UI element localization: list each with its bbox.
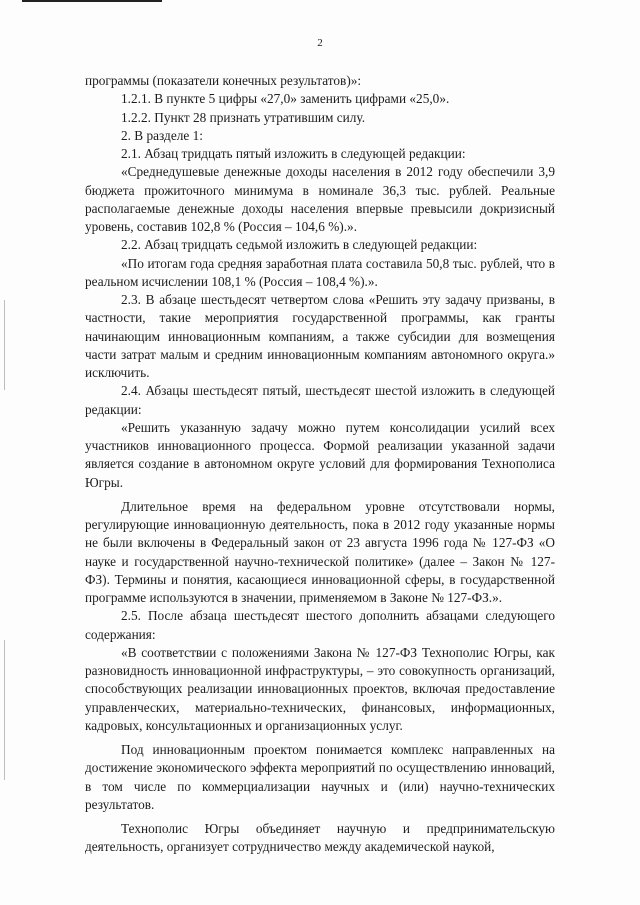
paragraph: «Решить указанную задачу можно путем консолидации усилий всех участников инновационного процесса. Формой реализации указанной задачи является создание в автономном округе условий для формирования Технополиса Югры. xyxy=(85,419,555,490)
paragraph: 2.5. После абзаца шестьдесят шестого дополнить абзацами следующего содержания: xyxy=(85,608,555,642)
paragraph: Технополис Югры объединяет научную и предпринимательскую деятельность, организует сотрудничество между академической наукой, xyxy=(85,821,555,855)
top-rule xyxy=(22,0,162,2)
paragraph: 1.2.2. Пункт 28 признать утратившим силу. xyxy=(121,109,366,125)
paragraph: 2.2. Абзац тридцать седьмой изложить в следующей редакции: xyxy=(121,237,478,253)
paragraph: 2. В разделе 1: xyxy=(121,127,203,143)
paragraph: 2.4. Абзацы шестьдесят пятый, шестьдесят шестой изложить в следующей редакции: xyxy=(85,383,555,417)
paragraph: программы (показатели конечных результатов)»: xyxy=(85,73,362,88)
page-number: 2 xyxy=(317,37,323,49)
paragraph: Длительное время на федеральном уровне отсутствовали нормы, регулирующие инновационную деятельность, пока в 2012 году указанные нормы не были включены в Федеральный закон от 23 августа 1996 года № 127-ФЗ «О науке и государственной научно-технической политике» (далее – Закон № 127-ФЗ). Термины и понятия, касающиеся инновационной сферы, в государственной программе используются в значении, применяемом в Законе № 127-ФЗ.». xyxy=(85,498,555,605)
paragraph: 2.1. Абзац тридцать пятый изложить в следующей редакции: xyxy=(121,146,466,161)
scan-edge-mark xyxy=(4,300,5,390)
paragraph: 1.2.1. В пункте 5 цифры «27,0» заменить цифрами «25,0». xyxy=(121,91,450,107)
paragraph: «Среднедушевые денежные доходы населения в 2012 году обеспечили 3,9 бюджета прожиточного минимума в номинале 36,3 тыс. рублей. Реальные располагаемые денежные доходы населения впервые превысили докризисный уровень, составив 102,8 % (Россия – 104,6 %).». xyxy=(85,164,555,234)
paragraph: 2.3. В абзаце шестьдесят четвертом слова «Решить эту задачу призваны, в частности, такие мероприятия государственной программы, как гранты начинающим инновационным компаниям, а также субсидии для возмещения части затрат малым и средним инновационным компаниям автономного округа.» исключить. xyxy=(85,292,555,380)
paragraph: Под инновационным проектом понимается комплекс направленных на достижение экономического эффекта мероприятий по осуществлению инноваций, в том числе по коммерциализации научных и (или) научно-технических результатов. xyxy=(85,742,555,812)
paragraph: «В соответствии с положениями Закона № 127-ФЗ Технополис Югры, как разновидность инновационной инфраструктуры, – это совокупность организаций, способствующих реализации инновационных проектов, включая предоставление управленческих, материально-технических, финансовых, информационных, кадровых, консультационных и организационных услуг. xyxy=(85,644,555,733)
scan-edge-mark xyxy=(4,640,5,780)
document-body xyxy=(85,72,555,857)
paragraph: «По итогам года средняя заработная плата составила 50,8 тыс. рублей, что в реальном исчислении 108,1 % (Россия – 108,4 %).». xyxy=(85,255,555,289)
